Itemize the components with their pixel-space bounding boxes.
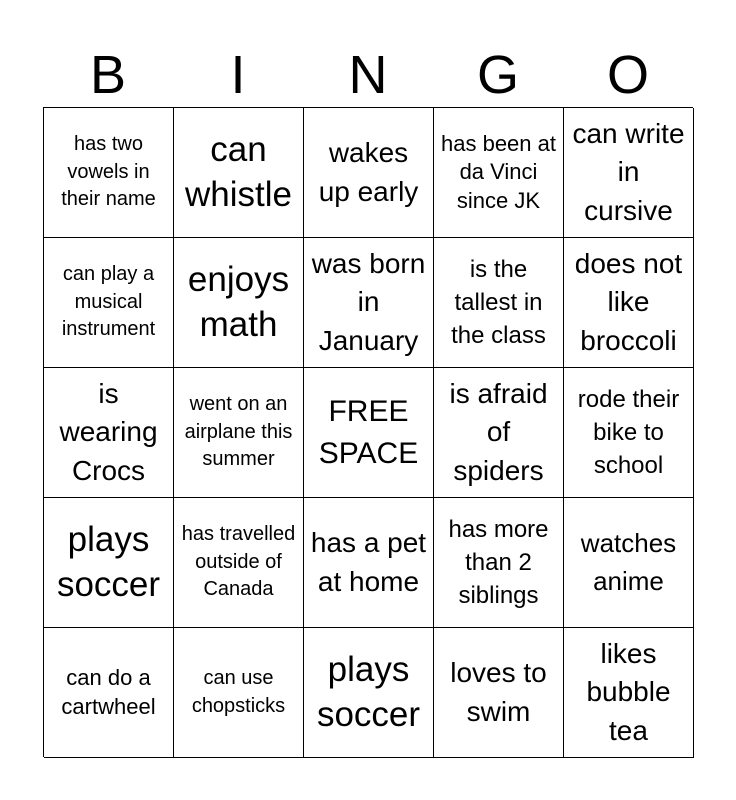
- cell-text: does not like broccoli: [574, 247, 683, 356]
- bingo-cell[interactable]: [304, 108, 434, 238]
- bingo-board: [43, 107, 693, 757]
- bingo-cell[interactable]: [174, 628, 304, 758]
- header-letter-b: B: [89, 45, 127, 105]
- header-letter-g: G: [476, 45, 519, 105]
- cell-text: has been at da Vinci since JK: [441, 130, 556, 213]
- cell-text: plays soccer: [316, 649, 421, 734]
- cell-text: wakes up early: [318, 136, 419, 207]
- cell-text: went on an airplane this summer: [184, 393, 293, 471]
- cell-text: likes bubble tea: [586, 637, 671, 746]
- cell-text: has two vowels in their name: [61, 133, 156, 211]
- free-space-cell[interactable]: [304, 368, 434, 498]
- cell-text: was born in January: [311, 247, 426, 356]
- bingo-cell[interactable]: [564, 238, 694, 368]
- header-letter-n: N: [348, 45, 388, 105]
- bingo-cell[interactable]: [304, 238, 434, 368]
- cell-text: has more than 2 siblings: [448, 515, 549, 610]
- cell-text: FREE SPACE: [318, 394, 419, 470]
- cell-text: can write in cursive: [572, 117, 685, 226]
- bingo-cell[interactable]: [304, 628, 434, 758]
- cell-text: is wearing Crocs: [59, 377, 158, 486]
- bingo-cell[interactable]: [174, 108, 304, 238]
- cell-text: is the tallest in the class: [451, 255, 546, 350]
- cell-text: has a pet at home: [310, 526, 427, 597]
- bingo-cell[interactable]: [44, 628, 174, 758]
- cell-text: rode their bike to school: [577, 385, 680, 480]
- cell-text: can play a musical instrument: [61, 263, 156, 341]
- bingo-cell[interactable]: [434, 368, 564, 498]
- cell-text: has travelled outside of Canada: [181, 523, 296, 601]
- bingo-cell[interactable]: [174, 368, 304, 498]
- bingo-cell[interactable]: [434, 498, 564, 628]
- header-letter-o: O: [606, 45, 649, 105]
- bingo-cell[interactable]: [564, 498, 694, 628]
- bingo-cell[interactable]: [434, 108, 564, 238]
- bingo-cell[interactable]: [434, 238, 564, 368]
- cell-text: is afraid of spiders: [449, 377, 548, 486]
- bingo-cell[interactable]: [174, 498, 304, 628]
- cell-text: watches anime: [580, 527, 677, 596]
- bingo-cell[interactable]: [44, 108, 174, 238]
- bingo-cell[interactable]: [44, 238, 174, 368]
- bingo-cell[interactable]: [174, 238, 304, 368]
- bingo-cell[interactable]: [564, 628, 694, 758]
- bingo-cell[interactable]: [44, 368, 174, 498]
- bingo-cell[interactable]: [44, 498, 174, 628]
- cell-text: can do a cartwheel: [61, 664, 156, 719]
- cell-text: enjoys math: [187, 259, 290, 344]
- bingo-header: [43, 42, 693, 108]
- cell-text: loves to swim: [450, 656, 547, 727]
- header-letter-i: I: [230, 45, 246, 105]
- bingo-cell[interactable]: [434, 628, 564, 758]
- bingo-cell[interactable]: [304, 498, 434, 628]
- cell-text: can whistle: [185, 129, 292, 214]
- bingo-cell[interactable]: [564, 108, 694, 238]
- cell-text: plays soccer: [56, 519, 161, 604]
- cell-text: can use chopsticks: [191, 666, 286, 717]
- bingo-cell[interactable]: [564, 368, 694, 498]
